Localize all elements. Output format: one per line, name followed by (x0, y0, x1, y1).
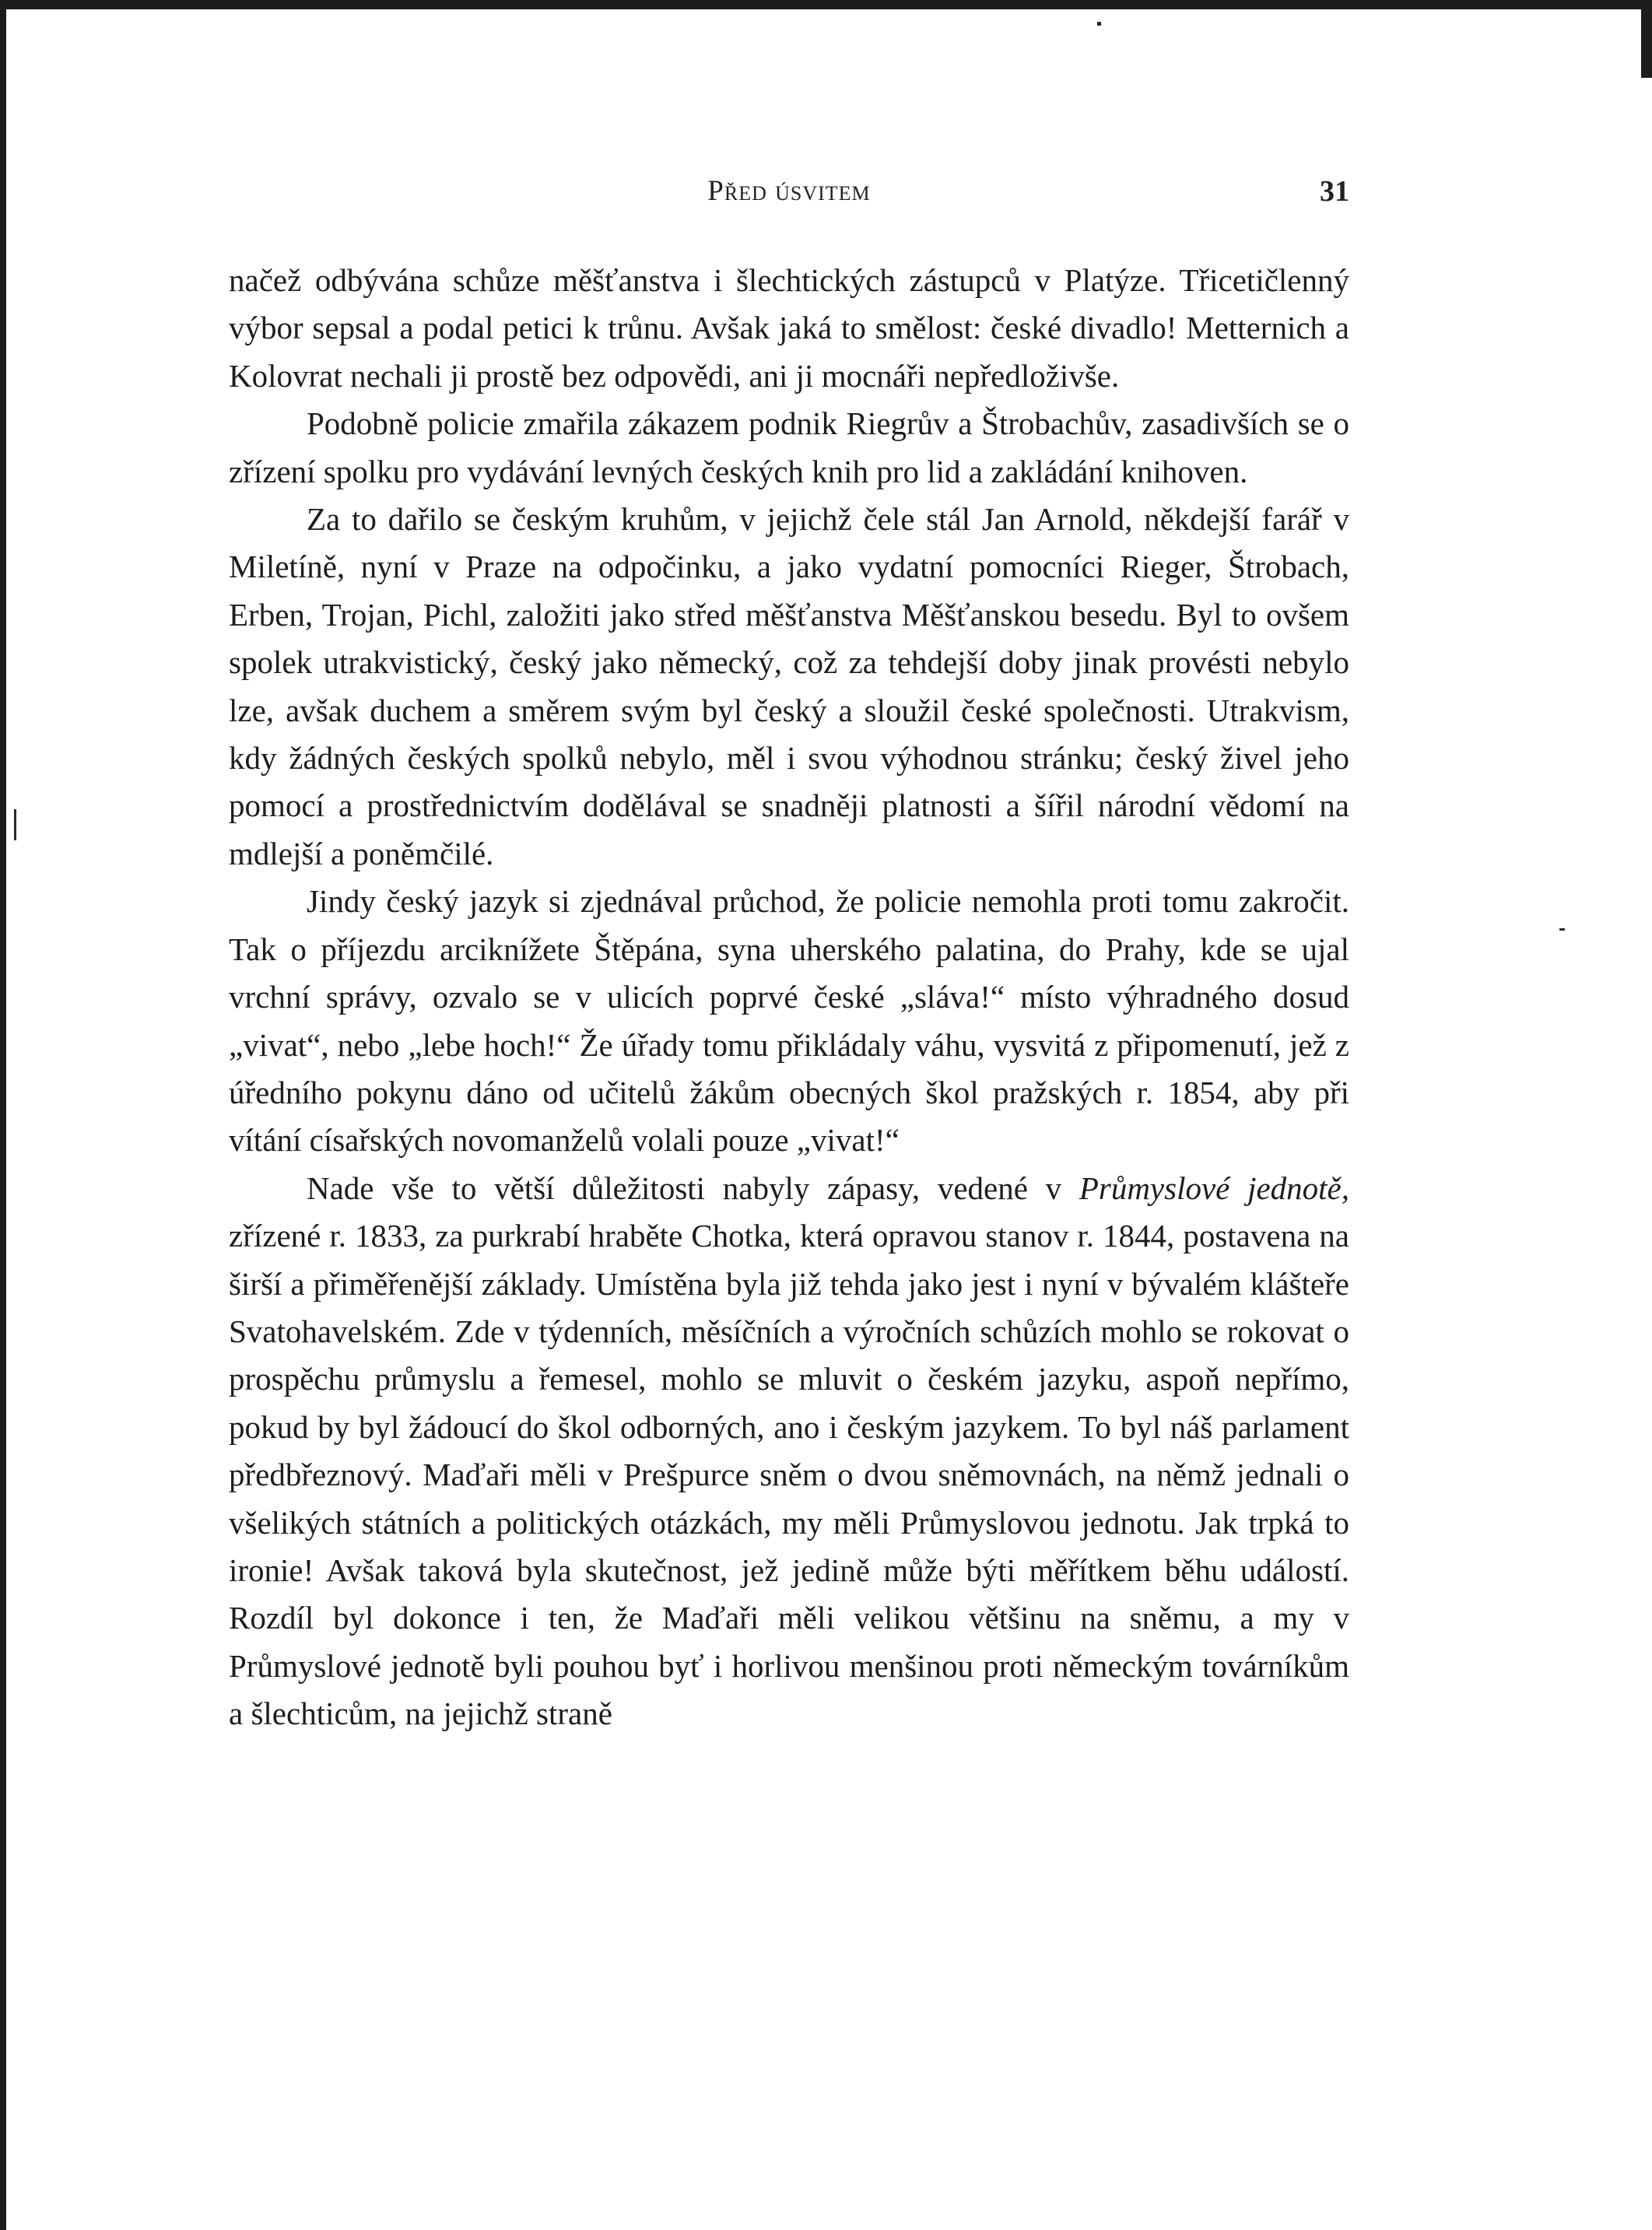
scan-edge-top (0, 0, 1652, 9)
paragraph-5-rest: zřízené r. 1833, za purkrabí hraběte Chotka, která opravou stanov r. 1844, postavena na širší a přiměřenější základy. Umístěna byla již tehda jako jest i nyní v bývalém klášteře Svatohavelském. Zde v týdenních, měsíčních a výročních schůzích mohlo se rokovat o prospěchu průmyslu a řemesel, mohlo se mluvit o českém jazyku, aspoň nepřímo, pokud by byl žádoucí do škol odborných, ano i českým jazykem. To byl náš parlament předbřeznový. Maďaři měli v Prešpurce sněm o dvou sněmovnách, na němž jednali o všelikých státních a politických otázkách, my měli Průmyslovou jednotu. Jak trpká to ironie! Avšak taková byla skutečnost, jež jedině může býti měřítkem běhu událostí. Rozdíl byl dokonce i ten, že Maďaři měli velikou většinu na sněmu, a my v Průmyslové jednotě byli pouhou byť i horlivou menšinou proti německým továrníkům a šlechticům, na jejichž straně (229, 1218, 1349, 1732)
running-header (229, 170, 1349, 216)
paragraph-2: Podobně policie zmařila zákazem podnik Riegrův a Štrobachův, zasadivších se o zřízení spolku pro vydávání levných českých knih pro lid a zakládání knihoven. (229, 405, 1349, 489)
emphasized-name: Průmyslové jednotě, (1079, 1169, 1349, 1206)
paragraph-4: Jindy český jazyk si zjednával průchod, že policie nemohla proti tomu zakročit. Tak o příjezdu arciknížete Štěpána, syna uherského palatina, do Prahy, kde se ujal vrchní správy, ozvalo se v ulicích poprvé české „sláva!“ místo výhradného dosud „vivat“, nebo „lebe hoch!“ Že úřady tomu přikládaly váhu, vysvitá z připomenutí, jež z úředního pokynu dáno od učitelů žákům obecných škol pražských r. 1854, aby při vítání císařských novomanželů volali pouze „vivat!“ (229, 883, 1349, 1159)
scan-edge-right (1641, 0, 1652, 78)
paragraph-3: Za to dařilo se českým kruhům, v jejichž čele stál Jan Arnold, někdejší farář v Miletíně, nyní v Praze na odpočinku, a jako vydatní pomocníci Rieger, Štrobach, Erben, Trojan, Pichl, založiti jako střed měšťanstva Měšťanskou besedu. Byl to ovšem spolek utrakvistický, český jako německý, což za tehdejší doby jinak provésti nebylo lze, avšak duchem a směrem svým byl český a sloužil české společnosti. Utrakvism, kdy žádných českých spolků nebylo, měl i svou výhodnou stránku; český živel jeho pomocí a prostřednictvím dodělával se snadněji platnosti a šířil národní vědomí na mdlejší a poněmčilé. (229, 501, 1349, 871)
scan-edge-left (0, 0, 6, 2230)
paragraph-5 (229, 1165, 1349, 1738)
page-number: 31 (1320, 175, 1349, 208)
scan-speck (1559, 928, 1565, 931)
scan-speck (1097, 22, 1101, 26)
body-text (229, 257, 1349, 1738)
scan-speck (14, 809, 16, 840)
paragraph-5-start: Nade vše to větší důležitosti nabyly zápasy, vedené v (307, 1169, 1079, 1206)
header-title: Před úsvitem (707, 175, 871, 207)
paragraph-1: načež odbývána schůze měšťanstva i šlechtických zástupců v Platýze. Třicetičlenný výbor sepsal a podal petici k trůnu. Avšak jaká to smělost: české divadlo! Metternich a Kolovrat nechali ji prostě bez odpovědi, ani ji mocnáři nepředloživše. (229, 262, 1349, 394)
